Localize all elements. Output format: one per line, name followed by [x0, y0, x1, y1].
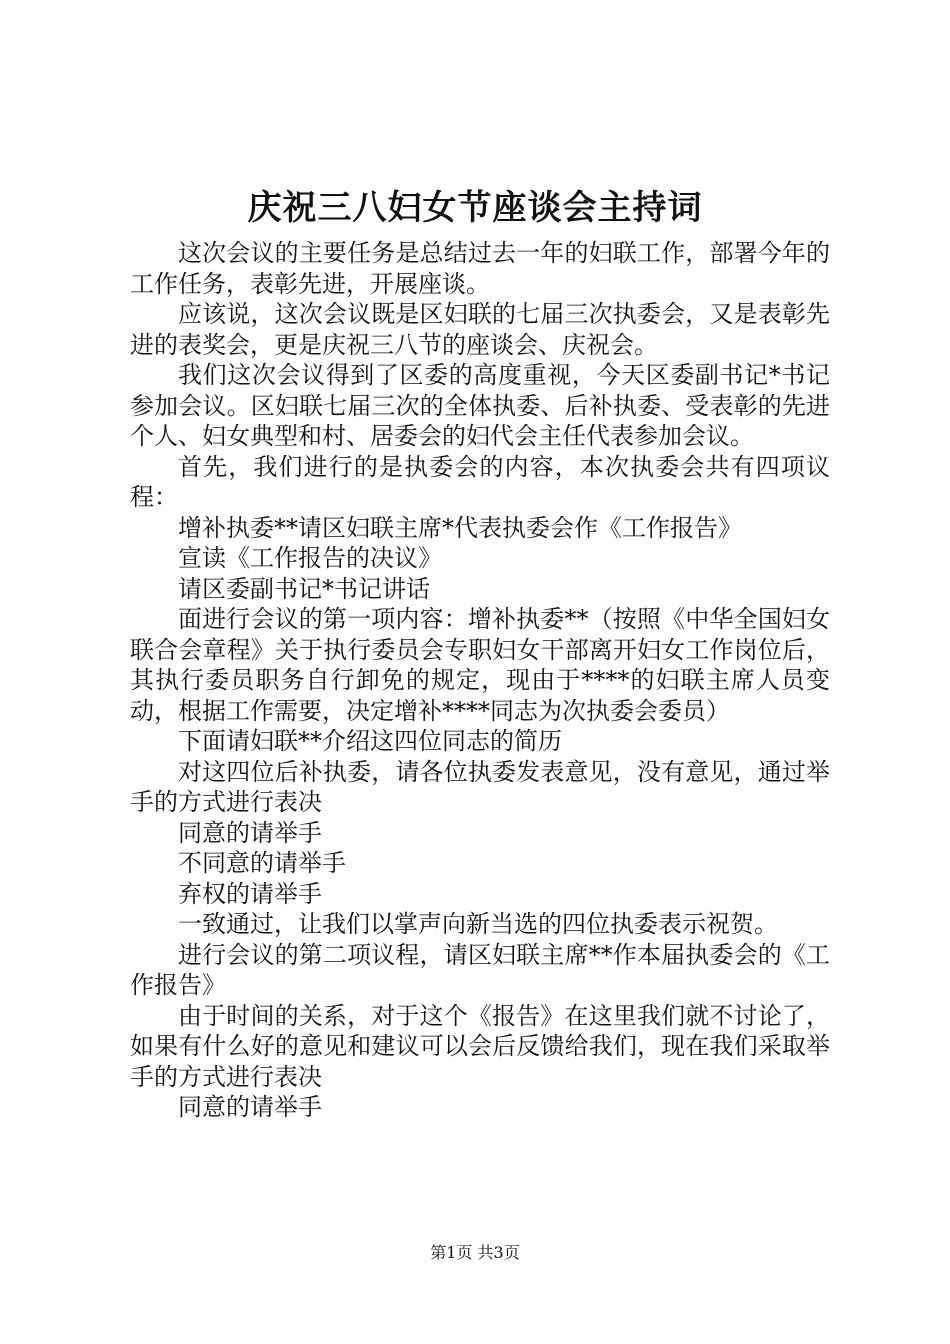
- paragraph: 这次会议的主要任务是总结过去一年的妇联工作，部署今年的工作任务，表彰先进，开展座谈。: [130, 239, 830, 298]
- paragraph: 不同意的请举手: [178, 849, 346, 877]
- paragraph: 同意的请举手: [178, 818, 322, 847]
- paragraph: 应该说，这次会议既是区妇联的七届三次执委会，又是表彰先进的表奖会，更是庆祝三八节的座谈会、庆祝会。: [130, 300, 830, 359]
- paragraph: 下面请妇联**介绍这四位同志的简历: [178, 727, 562, 755]
- paragraph: 弃权的请举手: [178, 879, 322, 908]
- paragraph: 同意的请举手: [178, 1093, 322, 1121]
- page-footer: 第1页 共3页: [430, 1243, 520, 1262]
- paragraph: 我们这次会议得到了区委的高度重视，今天区委副书记*书记参加会议。区妇联七届三次的全体执委、后补执委、受表彰的先进个人、妇女典型和村、居委会的妇代会主任代表参加会议。: [130, 361, 830, 450]
- paragraph: 宣读《工作报告的决议》: [178, 544, 442, 572]
- document-body: [130, 238, 830, 1123]
- paragraph: 首先，我们进行的是执委会的内容，本次执委会共有四项议程：: [130, 452, 830, 511]
- document-title: 庆祝三八妇女节座谈会主持词: [247, 188, 703, 228]
- paragraph: 请区委副书记*书记讲话: [178, 574, 430, 603]
- paragraph: 由于时间的关系，对于这个《报告》在这里我们就不讨论了，如果有什么好的意见和建议可以会后反馈给我们，现在我们采取举手的方式进行表决: [130, 1001, 830, 1091]
- paragraph: 面进行会议的第一项内容：增补执委**（按照《中华全国妇女联合会章程》关于执行委员会专职妇女干部离开妇女工作岗位后，其执行委员职务自行卸免的规定，现由于****的妇联主席人员变动，根据工作需要，决定增补****同志为次执委会委员）: [130, 605, 830, 725]
- paragraph: 进行会议的第二项议程，请区妇联主席**作本届执委会的《工作报告》: [130, 940, 830, 999]
- paragraph: 一致通过，让我们以掌声向新当选的四位执委表示祝贺。: [178, 910, 778, 938]
- paragraph: 对这四位后补执委，请各位执委发表意见，没有意见，通过举手的方式进行表决: [130, 757, 830, 816]
- paragraph: 增补执委**请区妇联主席*代表执委会作《工作报告》: [178, 513, 742, 542]
